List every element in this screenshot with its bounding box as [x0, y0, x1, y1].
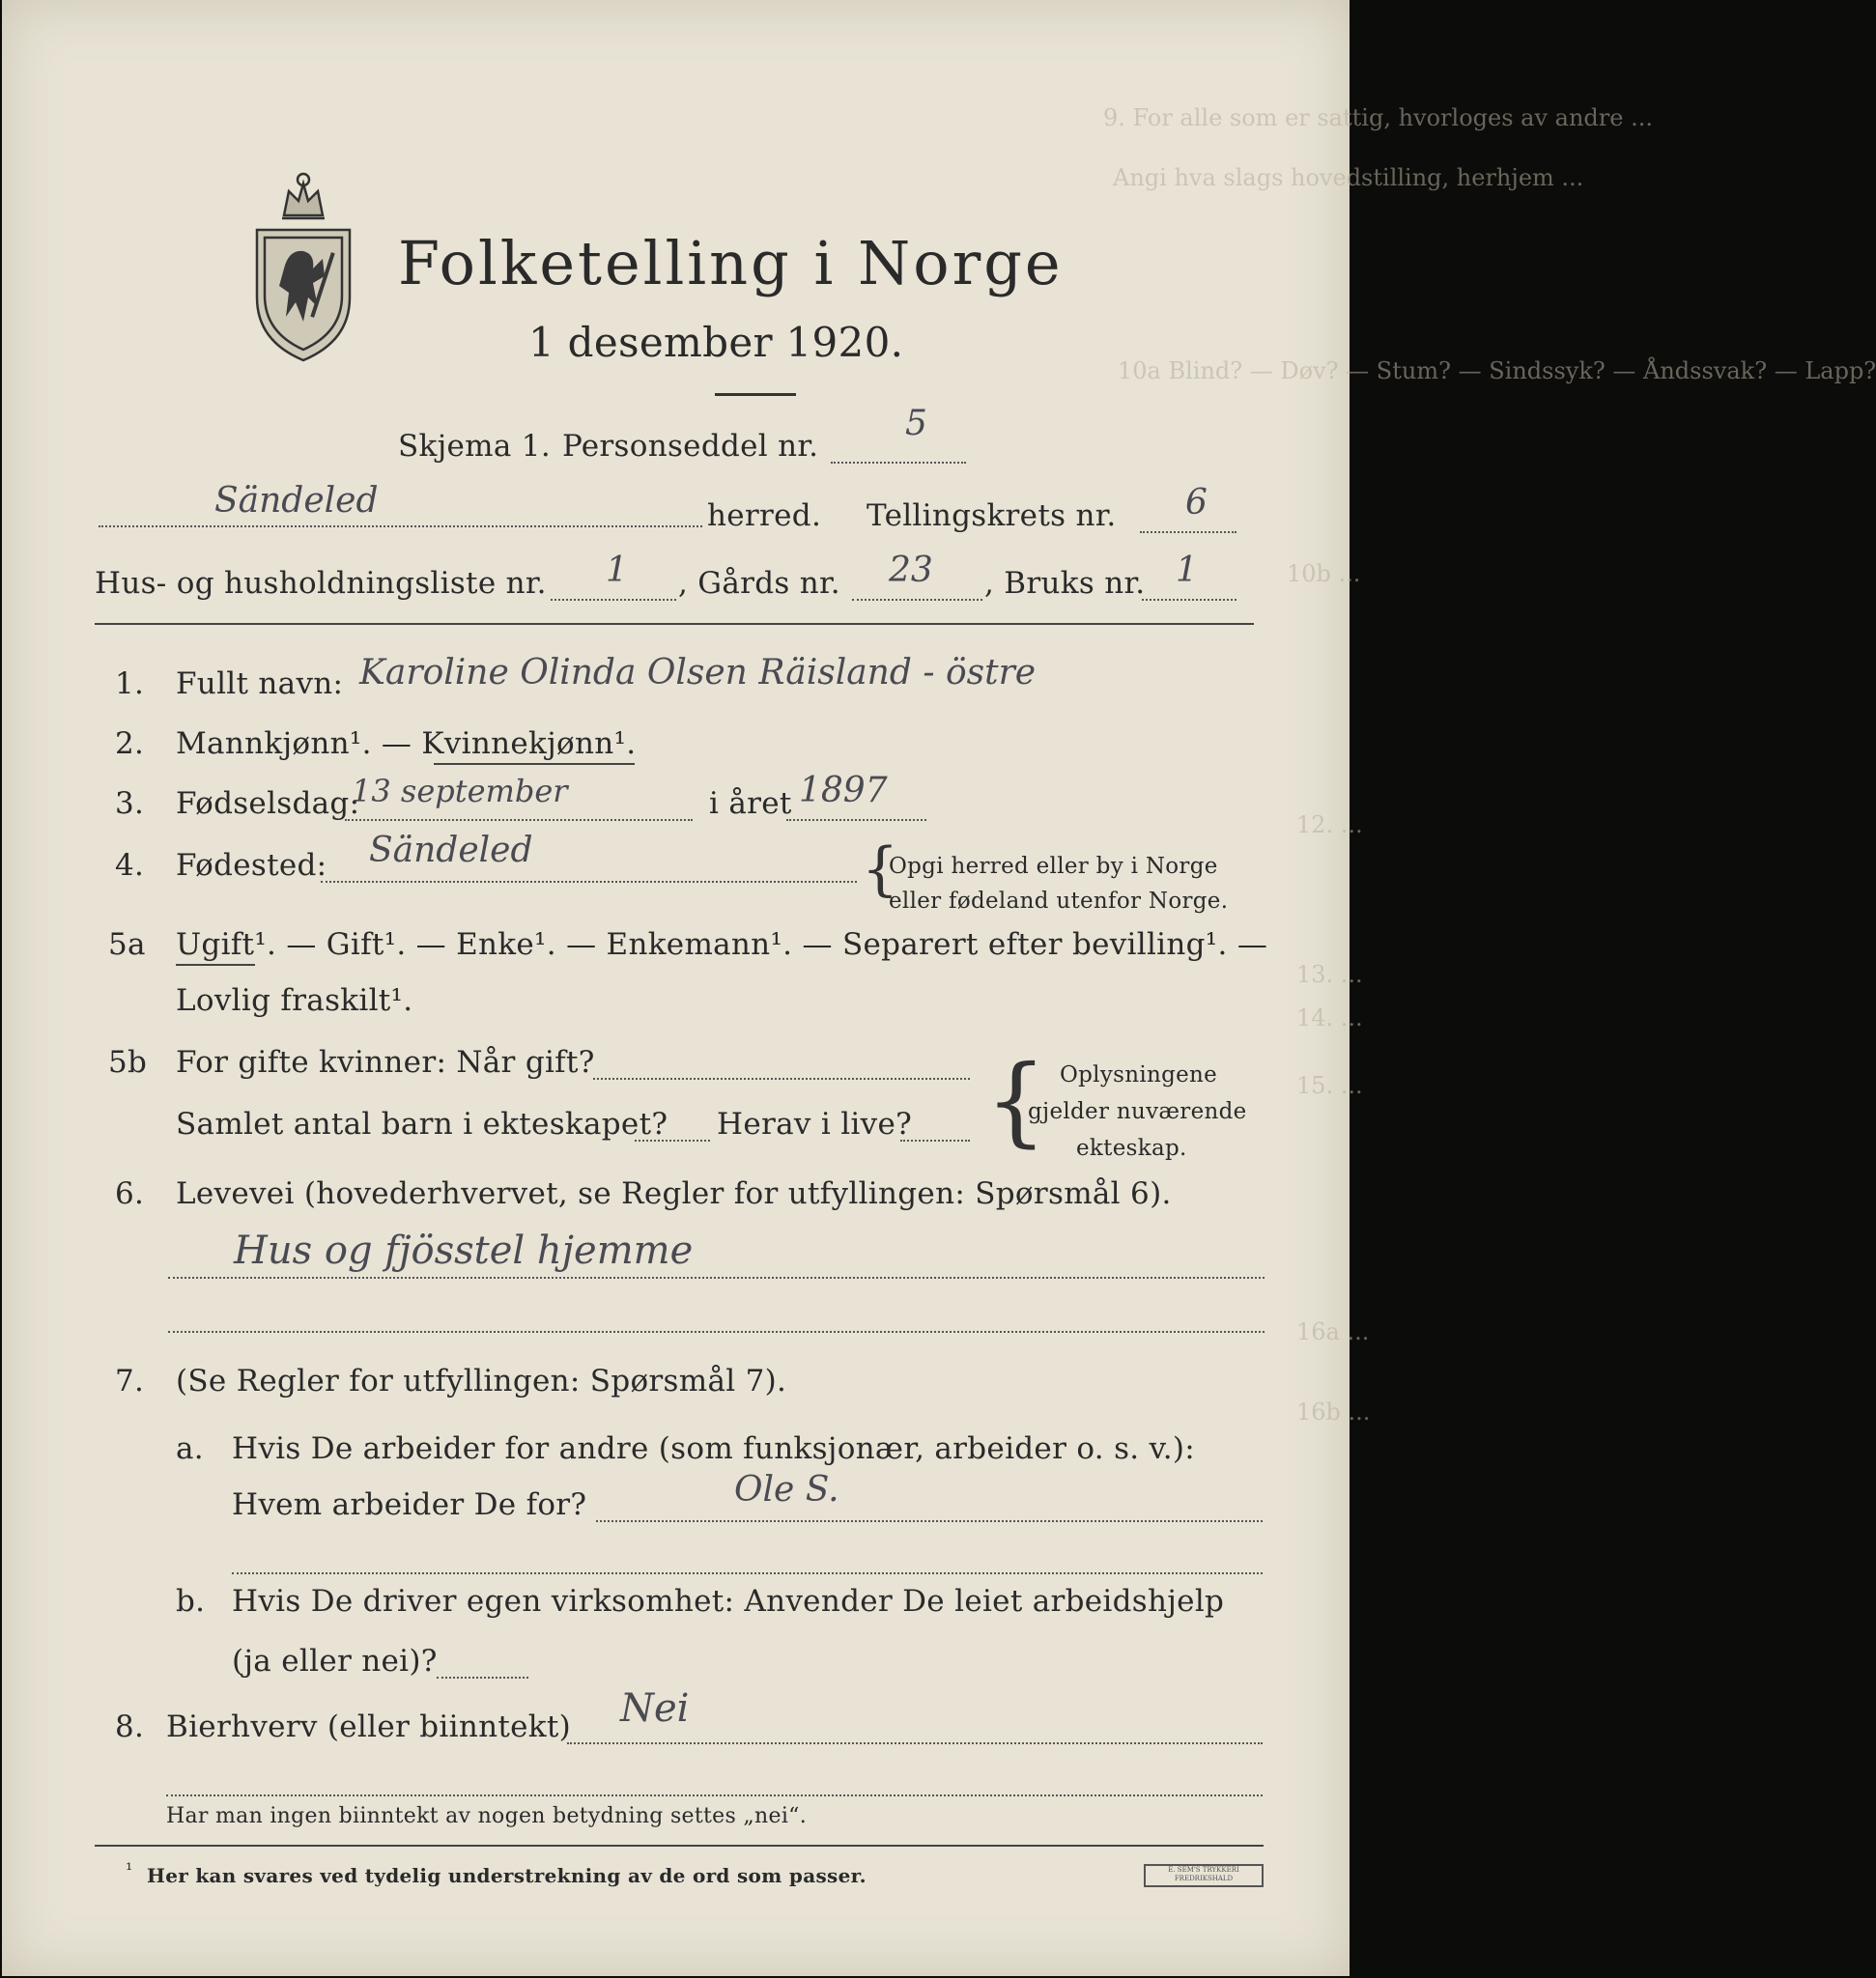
title-divider — [715, 393, 796, 396]
no-income-note: Har man ingen biinntekt av nogen betydning settes „nei“. — [166, 1804, 808, 1828]
tellingskrets-value: 6 — [1185, 483, 1208, 523]
show-through-text: 15. ... — [1296, 1072, 1363, 1099]
personseddel-value: 5 — [905, 404, 927, 443]
tellingskrets-label: Tellingskrets nr. — [867, 498, 1117, 533]
bruks-value: 1 — [1176, 551, 1198, 590]
bruks-label: , Bruks nr. — [984, 566, 1146, 601]
occupation-value: Hus og fjösstel hjemme — [234, 1229, 694, 1273]
gards-value: 23 — [889, 551, 933, 590]
q4-note-line2: eller fødeland utenfor Norge. — [889, 889, 1229, 914]
show-through-text: 16b ... — [1296, 1399, 1371, 1426]
hus-label: Hus- og husholdningsliste nr. — [95, 566, 547, 601]
q5a-label-divorced: Lovlig fraskilt¹. — [176, 983, 413, 1018]
show-through-text: 10a Blind? — Døv? — Stum? — Sindssyk? — Åndssvak? — Lapp? — [1118, 357, 1876, 384]
q2-label-gender: Mannkjønn¹. — Kvinnekjønn¹. — [176, 726, 637, 761]
q5b-note-line1: Oplysningene — [1060, 1062, 1218, 1088]
q4-label: Fødested: — [176, 848, 327, 883]
q5b-note-line3: ekteskap. — [1076, 1136, 1187, 1161]
full-name-value: Karoline Olinda Olsen Räisland - östre — [359, 653, 1037, 692]
footnote-text: Her kan svares ved tydelig understrekning av de ord som passer. — [147, 1864, 867, 1887]
hus-value: 1 — [606, 551, 628, 590]
herred-value: Sändeled — [214, 481, 379, 521]
printer-city: FREDRIKSHALD — [1174, 1875, 1234, 1882]
header-divider — [95, 623, 1254, 625]
form-title: Folketelling i Norge — [398, 228, 1064, 298]
show-through-text: Angi hva slags hovedstilling, herhjem ... — [1113, 164, 1584, 191]
show-through-text: 10b ... — [1287, 560, 1361, 587]
q5a-number: 5a — [108, 927, 146, 962]
q5b-note-line2: gjelder nuværende — [1028, 1099, 1247, 1124]
q5b-number: 5b — [108, 1045, 148, 1080]
census-form-sheet: 9. For alle som er sattig, hvorloges av andre ... Angi hva slags hovedstilling, herhjem ... 10a Blind? — Døv? — Stum? — Sindssyk? — Åndssvak? — Lapp? 10b ... 12. ... 13. ... 14. ... 15. ... 16a ... 16b ... Folketelling i Norge 1 desember 1920. Skjema 1. Personseddel nr. 5 Sändeled herred. Tellingskrets nr. 6 Hus- og husholdningsliste nr. 1 , Gårds nr. 23 , Bruks nr. 1 1. Fullt navn: Karoline Olinda Olsen Räisland - östre 2. Mannkjønn¹. — Kvinnekjønn¹. 3. Fødselsdag: 13 september i året 1897 4. Fødested: Sändeled { Opgi herred eller by i Norge eller fødeland utenfor Norge. 5a Ugift¹. — Gift¹. — Enke¹. — Enkemann¹. — Separert efter bevilling¹. — Lovlig fraskilt¹. 5b For gifte kvinner: Når gift? Samlet antal barn i ekteskapet? Herav i live? { Oplysningene gjelder nuværende ekteskap. 6. Levevei (hovederhvervet, se Regler for utfyllingen: Spørsmål 6). Hus og fjösstel hjemme 7. (Se Regler for utfyllingen: Spørsmål 7). a. Hvis De arbeider for andre (som funksjonær, arbeider o. s. v.): Hvem arbeider De for? Ole S. b. Hvis De driver egen virksomhet: Anvender De leiet arbeidshjelp (ja eller nei)? 8. Bierhverv (eller biinntekt) Nei Har man ingen biinntekt av nogen betydning settes „nei“. ¹ Her kan svares ved tydelig understrekning av de ord som passer. E. SEM'S TRYKKERI FREDRIKSHALD — [2, 0, 1350, 1976]
q6-number: 6. — [115, 1176, 145, 1211]
q7b-label: Hvis De driver egen virksomhet: Anvender De leiet arbeidshjelp — [232, 1584, 1225, 1619]
census-date: 1 desember 1920. — [528, 319, 904, 366]
q1-number: 1. — [115, 666, 145, 701]
q7a-label: Hvis De arbeider for andre (som funksjonær, arbeider o. s. v.): — [232, 1431, 1196, 1466]
q7a-employer-label: Hvem arbeider De for? — [232, 1487, 587, 1522]
q1-label: Fullt navn: — [176, 666, 344, 701]
q5b-label: For gifte kvinner: Når gift? — [176, 1045, 595, 1080]
show-through-text: 16a ... — [1296, 1318, 1370, 1345]
gender-underline — [434, 763, 635, 765]
norway-coat-of-arms-icon — [245, 162, 361, 365]
side-income-value: Nei — [620, 1686, 690, 1731]
printer-name: E. SEM'S TRYKKERI — [1168, 1866, 1239, 1874]
herred-label: herred. — [707, 498, 822, 533]
q2-number: 2. — [115, 726, 145, 761]
personseddel-label: Personseddel nr. — [562, 429, 819, 464]
q7b-label-yes-no: (ja eller nei)? — [232, 1644, 438, 1679]
footnote-marker: ¹ — [126, 1860, 133, 1880]
show-through-text: 12. ... — [1296, 811, 1363, 838]
gards-label: , Gårds nr. — [678, 566, 840, 601]
q4-note-line1: Opgi herred eller by i Norge — [889, 854, 1218, 879]
birthplace-value: Sändeled — [369, 831, 533, 870]
q4-number: 4. — [115, 848, 145, 883]
q7a-letter: a. — [176, 1431, 204, 1466]
q8-number: 8. — [115, 1710, 145, 1744]
q3-year-label: i året — [709, 786, 792, 821]
birthdate-value: 13 september — [352, 773, 568, 809]
q5a-label-marital: Ugift¹. — Gift¹. — Enke¹. — Enkemann¹. — Separert efter bevilling¹. — — [176, 927, 1268, 962]
q3-label: Fødselsdag: — [176, 786, 360, 821]
printer-stamp — [1144, 1864, 1264, 1887]
q7-label: (Se Regler for utfyllingen: Spørsmål 7). — [176, 1364, 787, 1399]
q6-label: Levevei (hovederhvervet, se Regler for utfyllingen: Spørsmål 6). — [176, 1176, 1172, 1211]
footer-divider — [95, 1845, 1264, 1847]
birth-year-value: 1897 — [799, 771, 888, 810]
q7-number: 7. — [115, 1364, 145, 1399]
employer-value: Ole S. — [734, 1470, 839, 1510]
show-through-text: 13. ... — [1296, 961, 1363, 988]
q5b-children-label: Samlet antal barn i ekteskapet? — [176, 1107, 668, 1142]
q5b-alive-label: Herav i live? — [717, 1107, 913, 1142]
q8-label: Bierhverv (eller biinntekt) — [166, 1710, 572, 1744]
show-through-text: 14. ... — [1296, 1004, 1363, 1031]
q3-number: 3. — [115, 786, 145, 821]
marital-underline — [176, 964, 255, 966]
q7b-letter: b. — [176, 1584, 206, 1619]
skjema-label: Skjema 1. — [398, 429, 551, 464]
show-through-text: 9. For alle som er sattig, hvorloges av andre ... — [1103, 104, 1653, 131]
